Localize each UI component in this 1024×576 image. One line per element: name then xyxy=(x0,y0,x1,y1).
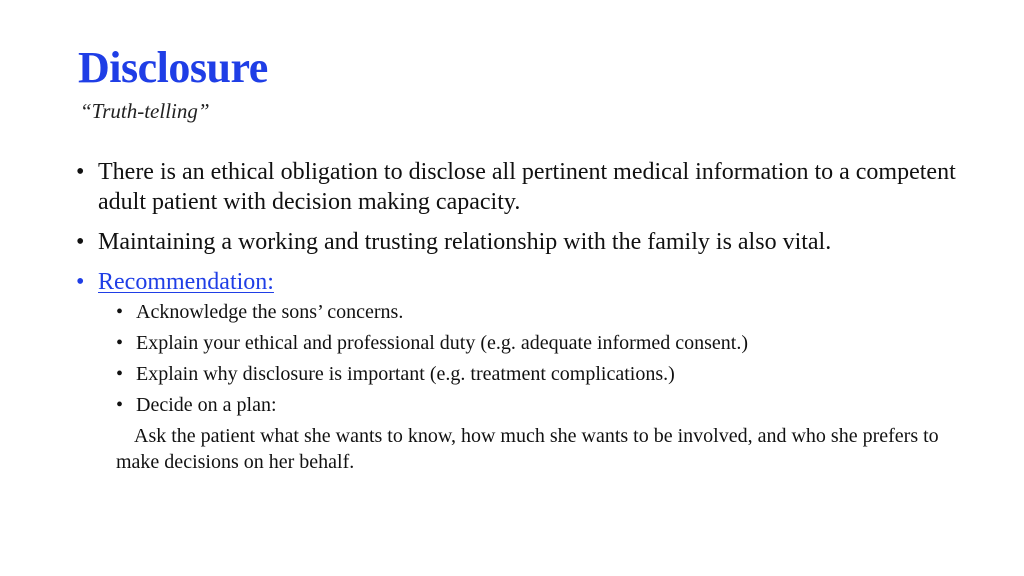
sub-bullet-text: Explain your ethical and professional duty (e.g. adequate informed consent.) xyxy=(136,332,749,354)
sub-bullet-text: Explain why disclosure is important (e.g. treatment complications.) xyxy=(136,363,675,385)
sub-bullet-marker: • xyxy=(116,394,124,416)
sub-bullet-text: Acknowledge the sons’ concerns. xyxy=(136,301,404,323)
slide-subtitle: “Truth-telling” xyxy=(80,99,210,123)
bullet-text: There is an ethical obligation to disclose all pertinent medical information to a competent adult patient with decision making capacity. xyxy=(98,159,956,215)
sub-bullet-marker: • xyxy=(116,301,124,323)
bullet-text: Maintaining a working and trusting relationship with the family is also vital. xyxy=(98,229,832,255)
sub-bullet-item xyxy=(74,361,974,387)
bullet-marker: • xyxy=(76,229,85,255)
sub-bullet-marker: • xyxy=(116,332,124,354)
bullet-marker: • xyxy=(76,159,85,185)
plan-detail-text: Ask the patient what she wants to know, how much she wants to be involved, and who she prefers to make decisions on her behalf. xyxy=(116,425,939,473)
slide-content xyxy=(74,157,974,475)
sub-bullet-item xyxy=(74,392,974,418)
sub-bullet-text: Decide on a plan: xyxy=(136,394,277,416)
recommendation-bullet xyxy=(74,267,974,297)
sub-bullet-item xyxy=(74,330,974,356)
slide-title: Disclosure xyxy=(78,43,268,92)
sub-bullet-item xyxy=(74,299,974,325)
bullet-marker: • xyxy=(76,269,85,295)
recommendation-link[interactable]: Recommendation: xyxy=(98,269,274,295)
bullet-item xyxy=(74,227,974,257)
bullet-item xyxy=(74,157,974,217)
sub-bullet-marker: • xyxy=(116,363,124,385)
